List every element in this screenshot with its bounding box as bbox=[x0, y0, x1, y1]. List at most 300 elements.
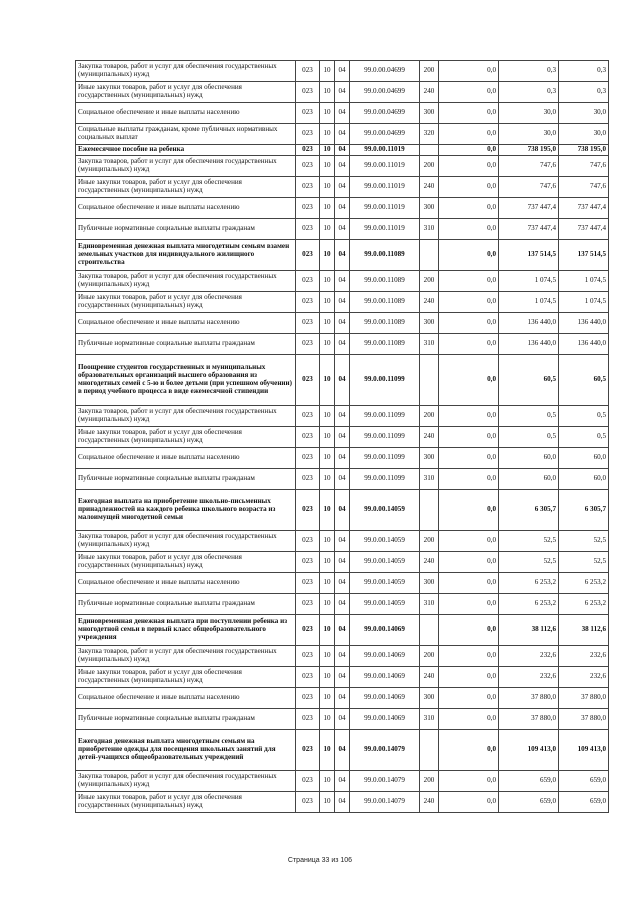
row-sum-2: 1 074,5 bbox=[499, 292, 559, 313]
row-expense-type: 200 bbox=[420, 156, 439, 177]
row-sum-1: 0,0 bbox=[439, 594, 499, 615]
table-row bbox=[76, 198, 609, 219]
row-sum-1: 0,0 bbox=[439, 427, 499, 448]
row-section-code: 10 bbox=[320, 469, 335, 490]
row-grbs-code: 023 bbox=[296, 709, 320, 730]
row-target-article: 99.0.00.14059 bbox=[350, 490, 420, 531]
row-target-article: 99.0.00.04699 bbox=[350, 124, 420, 145]
page-number: Страница 33 из 106 bbox=[287, 857, 353, 864]
row-sum-1: 0,0 bbox=[439, 219, 499, 240]
row-name: Иные закупки товаров, работ и услуг для обеспечения государственных (муниципальных) нужд bbox=[76, 292, 296, 313]
table-row bbox=[76, 271, 609, 292]
row-sum-3: 6 253,2 bbox=[559, 573, 609, 594]
row-sum-3: 737 447,4 bbox=[559, 219, 609, 240]
row-expense-type: 200 bbox=[420, 646, 439, 667]
row-subsection-code: 04 bbox=[335, 82, 350, 103]
table-row bbox=[76, 334, 609, 355]
row-expense-type bbox=[420, 355, 439, 406]
row-sum-2: 0,3 bbox=[499, 61, 559, 82]
row-grbs-code: 023 bbox=[296, 355, 320, 406]
row-sum-1: 0,0 bbox=[439, 198, 499, 219]
row-sum-2: 1 074,5 bbox=[499, 271, 559, 292]
row-expense-type: 300 bbox=[420, 313, 439, 334]
row-subsection-code: 04 bbox=[335, 615, 350, 646]
row-sum-3: 38 112,6 bbox=[559, 615, 609, 646]
row-sum-1: 0,0 bbox=[439, 156, 499, 177]
row-target-article: 99.0.00.14079 bbox=[350, 792, 420, 813]
row-expense-type: 310 bbox=[420, 709, 439, 730]
row-target-article: 99.0.00.14079 bbox=[350, 730, 420, 771]
table-row bbox=[76, 82, 609, 103]
row-sum-3: 659,0 bbox=[559, 771, 609, 792]
row-sum-1: 0,0 bbox=[439, 103, 499, 124]
row-sum-2: 747,6 bbox=[499, 177, 559, 198]
row-expense-type: 300 bbox=[420, 573, 439, 594]
row-name: Иные закупки товаров, работ и услуг для обеспечения государственных (муниципальных) нужд bbox=[76, 427, 296, 448]
row-sum-3: 1 074,5 bbox=[559, 271, 609, 292]
row-subsection-code: 04 bbox=[335, 103, 350, 124]
row-subsection-code: 04 bbox=[335, 646, 350, 667]
row-expense-type: 300 bbox=[420, 103, 439, 124]
row-grbs-code: 023 bbox=[296, 313, 320, 334]
row-subsection-code: 04 bbox=[335, 61, 350, 82]
row-expense-type bbox=[420, 615, 439, 646]
table-row bbox=[76, 103, 609, 124]
row-grbs-code: 023 bbox=[296, 730, 320, 771]
row-name: Социальное обеспечение и иные выплаты населению bbox=[76, 573, 296, 594]
row-sum-1: 0,0 bbox=[439, 469, 499, 490]
row-section-code: 10 bbox=[320, 240, 335, 271]
row-target-article: 99.0.00.14059 bbox=[350, 594, 420, 615]
row-subsection-code: 04 bbox=[335, 156, 350, 177]
row-expense-type: 300 bbox=[420, 448, 439, 469]
row-grbs-code: 023 bbox=[296, 469, 320, 490]
row-name: Единовременная денежная выплата при поступлении ребенка из многодетной семьи в первый класс общеобразовательного учреждения bbox=[76, 615, 296, 646]
row-section-code: 10 bbox=[320, 156, 335, 177]
row-target-article: 99.0.00.14069 bbox=[350, 667, 420, 688]
row-section-code: 10 bbox=[320, 730, 335, 771]
row-name: Ежегодная денежная выплата многодетным семьям на приобретение одежды для посещения школьных занятий для детей-учащихся общеобразовательных учреждений bbox=[76, 730, 296, 771]
row-section-code: 10 bbox=[320, 552, 335, 573]
row-target-article: 99.0.00.11019 bbox=[350, 145, 420, 156]
row-sum-1: 0,0 bbox=[439, 709, 499, 730]
row-sum-3: 0,3 bbox=[559, 61, 609, 82]
table-row bbox=[76, 615, 609, 646]
row-sum-1: 0,0 bbox=[439, 124, 499, 145]
row-sum-2: 30,0 bbox=[499, 124, 559, 145]
row-name: Закупка товаров, работ и услуг для обеспечения государственных (муниципальных) нужд bbox=[76, 406, 296, 427]
table-row bbox=[76, 709, 609, 730]
row-sum-2: 60,0 bbox=[499, 469, 559, 490]
row-name: Иные закупки товаров, работ и услуг для обеспечения государственных (муниципальных) нужд bbox=[76, 667, 296, 688]
row-grbs-code: 023 bbox=[296, 177, 320, 198]
row-target-article: 99.0.00.11089 bbox=[350, 334, 420, 355]
table-row bbox=[76, 177, 609, 198]
table-row bbox=[76, 531, 609, 552]
row-expense-type: 240 bbox=[420, 792, 439, 813]
row-sum-2: 0,3 bbox=[499, 82, 559, 103]
row-expense-type: 200 bbox=[420, 771, 439, 792]
row-sum-3: 37 880,0 bbox=[559, 709, 609, 730]
row-grbs-code: 023 bbox=[296, 594, 320, 615]
row-target-article: 99.0.00.11099 bbox=[350, 406, 420, 427]
row-sum-2: 60,0 bbox=[499, 448, 559, 469]
row-sum-2: 37 880,0 bbox=[499, 709, 559, 730]
row-grbs-code: 023 bbox=[296, 552, 320, 573]
row-sum-2: 109 413,0 bbox=[499, 730, 559, 771]
row-section-code: 10 bbox=[320, 573, 335, 594]
row-target-article: 99.0.00.04699 bbox=[350, 103, 420, 124]
row-sum-1: 0,0 bbox=[439, 730, 499, 771]
row-sum-3: 232,6 bbox=[559, 667, 609, 688]
row-sum-3: 0,5 bbox=[559, 427, 609, 448]
row-sum-2: 136 440,0 bbox=[499, 334, 559, 355]
row-name: Иные закупки товаров, работ и услуг для обеспечения государственных (муниципальных) нужд bbox=[76, 792, 296, 813]
row-subsection-code: 04 bbox=[335, 709, 350, 730]
row-subsection-code: 04 bbox=[335, 573, 350, 594]
row-grbs-code: 023 bbox=[296, 103, 320, 124]
row-grbs-code: 023 bbox=[296, 271, 320, 292]
row-target-article: 99.0.00.14059 bbox=[350, 552, 420, 573]
table-row bbox=[76, 688, 609, 709]
table-row bbox=[76, 355, 609, 406]
row-grbs-code: 023 bbox=[296, 292, 320, 313]
row-sum-1: 0,0 bbox=[439, 615, 499, 646]
row-subsection-code: 04 bbox=[335, 531, 350, 552]
row-target-article: 99.0.00.11019 bbox=[350, 156, 420, 177]
row-name: Иные закупки товаров, работ и услуг для обеспечения государственных (муниципальных) нужд bbox=[76, 552, 296, 573]
row-sum-3: 136 440,0 bbox=[559, 334, 609, 355]
row-expense-type: 300 bbox=[420, 688, 439, 709]
row-section-code: 10 bbox=[320, 198, 335, 219]
row-subsection-code: 04 bbox=[335, 771, 350, 792]
row-name: Закупка товаров, работ и услуг для обеспечения государственных (муниципальных) нужд bbox=[76, 646, 296, 667]
row-sum-1: 0,0 bbox=[439, 177, 499, 198]
table-row bbox=[76, 313, 609, 334]
row-grbs-code: 023 bbox=[296, 61, 320, 82]
row-expense-type: 200 bbox=[420, 61, 439, 82]
table-row bbox=[76, 573, 609, 594]
row-section-code: 10 bbox=[320, 490, 335, 531]
row-name: Ежегодная выплата на приобретение школьно-письменных принадлежностей на каждого ребенка школьного возраста из малоимущей многодетной семьи bbox=[76, 490, 296, 531]
row-section-code: 10 bbox=[320, 334, 335, 355]
row-sum-2: 747,6 bbox=[499, 156, 559, 177]
row-subsection-code: 04 bbox=[335, 792, 350, 813]
table-row bbox=[76, 490, 609, 531]
row-section-code: 10 bbox=[320, 103, 335, 124]
row-expense-type bbox=[420, 145, 439, 156]
row-name: Закупка товаров, работ и услуг для обеспечения государственных (муниципальных) нужд bbox=[76, 531, 296, 552]
row-subsection-code: 04 bbox=[335, 427, 350, 448]
row-sum-3: 737 447,4 bbox=[559, 198, 609, 219]
row-sum-2: 0,5 bbox=[499, 406, 559, 427]
row-name: Публичные нормативные социальные выплаты гражданам bbox=[76, 334, 296, 355]
row-sum-2: 6 253,2 bbox=[499, 594, 559, 615]
row-sum-3: 738 195,0 bbox=[559, 145, 609, 156]
row-subsection-code: 04 bbox=[335, 271, 350, 292]
row-target-article: 99.0.00.11089 bbox=[350, 292, 420, 313]
row-sum-3: 37 880,0 bbox=[559, 688, 609, 709]
row-sum-2: 6 253,2 bbox=[499, 573, 559, 594]
table-row bbox=[76, 292, 609, 313]
row-target-article: 99.0.00.11019 bbox=[350, 219, 420, 240]
row-name: Социальное обеспечение и иные выплаты населению bbox=[76, 448, 296, 469]
row-expense-type: 240 bbox=[420, 292, 439, 313]
table-row bbox=[76, 61, 609, 82]
row-sum-1: 0,0 bbox=[439, 573, 499, 594]
row-name: Закупка товаров, работ и услуг для обеспечения государственных (муниципальных) нужд bbox=[76, 61, 296, 82]
row-sum-3: 52,5 bbox=[559, 531, 609, 552]
row-expense-type: 240 bbox=[420, 667, 439, 688]
row-name: Публичные нормативные социальные выплаты гражданам bbox=[76, 219, 296, 240]
row-name: Социальное обеспечение и иные выплаты населению bbox=[76, 103, 296, 124]
row-sum-1: 0,0 bbox=[439, 552, 499, 573]
row-subsection-code: 04 bbox=[335, 124, 350, 145]
row-sum-3: 232,6 bbox=[559, 646, 609, 667]
row-sum-3: 6 305,7 bbox=[559, 490, 609, 531]
row-expense-type: 310 bbox=[420, 469, 439, 490]
row-grbs-code: 023 bbox=[296, 615, 320, 646]
row-name: Иные закупки товаров, работ и услуг для обеспечения государственных (муниципальных) нужд bbox=[76, 177, 296, 198]
row-name: Единовременная денежная выплата многодетным семьям взамен земельных участков для индивидуального жилищного строительства bbox=[76, 240, 296, 271]
table-row bbox=[76, 667, 609, 688]
table-row bbox=[76, 730, 609, 771]
row-sum-2: 60,5 bbox=[499, 355, 559, 406]
table-row bbox=[76, 469, 609, 490]
row-section-code: 10 bbox=[320, 709, 335, 730]
row-subsection-code: 04 bbox=[335, 145, 350, 156]
row-sum-1: 0,0 bbox=[439, 271, 499, 292]
row-target-article: 99.0.00.14069 bbox=[350, 615, 420, 646]
row-sum-2: 37 880,0 bbox=[499, 688, 559, 709]
row-subsection-code: 04 bbox=[335, 730, 350, 771]
row-target-article: 99.0.00.11099 bbox=[350, 469, 420, 490]
row-target-article: 99.0.00.14059 bbox=[350, 573, 420, 594]
row-grbs-code: 023 bbox=[296, 427, 320, 448]
row-expense-type: 310 bbox=[420, 334, 439, 355]
row-subsection-code: 04 bbox=[335, 355, 350, 406]
row-grbs-code: 023 bbox=[296, 531, 320, 552]
row-sum-3: 747,6 bbox=[559, 156, 609, 177]
row-subsection-code: 04 bbox=[335, 688, 350, 709]
row-subsection-code: 04 bbox=[335, 177, 350, 198]
row-sum-3: 6 253,2 bbox=[559, 594, 609, 615]
table-row bbox=[76, 219, 609, 240]
row-sum-1: 0,0 bbox=[439, 355, 499, 406]
row-sum-3: 60,0 bbox=[559, 448, 609, 469]
row-sum-1: 0,0 bbox=[439, 334, 499, 355]
table-row bbox=[76, 646, 609, 667]
row-section-code: 10 bbox=[320, 531, 335, 552]
row-sum-2: 659,0 bbox=[499, 771, 559, 792]
row-subsection-code: 04 bbox=[335, 198, 350, 219]
row-grbs-code: 023 bbox=[296, 646, 320, 667]
row-sum-2: 137 514,5 bbox=[499, 240, 559, 271]
row-target-article: 99.0.00.14079 bbox=[350, 771, 420, 792]
row-grbs-code: 023 bbox=[296, 145, 320, 156]
row-section-code: 10 bbox=[320, 406, 335, 427]
table-row bbox=[76, 792, 609, 813]
row-expense-type: 310 bbox=[420, 594, 439, 615]
row-section-code: 10 bbox=[320, 292, 335, 313]
row-grbs-code: 023 bbox=[296, 448, 320, 469]
row-name: Иные закупки товаров, работ и услуг для обеспечения государственных (муниципальных) нужд bbox=[76, 82, 296, 103]
row-sum-3: 0,3 bbox=[559, 82, 609, 103]
row-sum-2: 52,5 bbox=[499, 531, 559, 552]
row-sum-2: 30,0 bbox=[499, 103, 559, 124]
row-section-code: 10 bbox=[320, 667, 335, 688]
row-sum-3: 60,0 bbox=[559, 469, 609, 490]
row-sum-1: 0,0 bbox=[439, 490, 499, 531]
row-expense-type: 320 bbox=[420, 124, 439, 145]
row-section-code: 10 bbox=[320, 448, 335, 469]
table-row bbox=[76, 594, 609, 615]
row-subsection-code: 04 bbox=[335, 334, 350, 355]
row-grbs-code: 023 bbox=[296, 198, 320, 219]
row-sum-3: 0,5 bbox=[559, 406, 609, 427]
row-section-code: 10 bbox=[320, 61, 335, 82]
row-sum-2: 737 447,4 bbox=[499, 198, 559, 219]
table-row bbox=[76, 771, 609, 792]
row-section-code: 10 bbox=[320, 355, 335, 406]
row-name: Социальное обеспечение и иные выплаты населению bbox=[76, 313, 296, 334]
row-sum-3: 52,5 bbox=[559, 552, 609, 573]
row-sum-3: 747,6 bbox=[559, 177, 609, 198]
row-subsection-code: 04 bbox=[335, 240, 350, 271]
row-target-article: 99.0.00.14069 bbox=[350, 688, 420, 709]
row-target-article: 99.0.00.14069 bbox=[350, 709, 420, 730]
row-subsection-code: 04 bbox=[335, 490, 350, 531]
row-expense-type: 300 bbox=[420, 198, 439, 219]
row-sum-1: 0,0 bbox=[439, 61, 499, 82]
row-sum-1: 0,0 bbox=[439, 448, 499, 469]
row-section-code: 10 bbox=[320, 594, 335, 615]
table-row bbox=[76, 406, 609, 427]
table-row bbox=[76, 124, 609, 145]
row-name: Закупка товаров, работ и услуг для обеспечения государственных (муниципальных) нужд bbox=[76, 156, 296, 177]
row-name: Ежемесячное пособие на ребенка bbox=[76, 145, 296, 156]
row-sum-1: 0,0 bbox=[439, 240, 499, 271]
row-name: Социальное обеспечение и иные выплаты населению bbox=[76, 688, 296, 709]
row-subsection-code: 04 bbox=[335, 552, 350, 573]
row-section-code: 10 bbox=[320, 615, 335, 646]
row-sum-2: 0,5 bbox=[499, 427, 559, 448]
row-grbs-code: 023 bbox=[296, 490, 320, 531]
row-sum-3: 136 440,0 bbox=[559, 313, 609, 334]
row-section-code: 10 bbox=[320, 646, 335, 667]
table-row bbox=[76, 552, 609, 573]
row-sum-1: 0,0 bbox=[439, 771, 499, 792]
row-expense-type: 200 bbox=[420, 406, 439, 427]
row-grbs-code: 023 bbox=[296, 667, 320, 688]
row-target-article: 99.0.00.14069 bbox=[350, 646, 420, 667]
budget-table bbox=[75, 60, 609, 813]
row-subsection-code: 04 bbox=[335, 313, 350, 334]
table-row bbox=[76, 156, 609, 177]
row-grbs-code: 023 bbox=[296, 124, 320, 145]
row-target-article: 99.0.00.11099 bbox=[350, 355, 420, 406]
row-section-code: 10 bbox=[320, 271, 335, 292]
row-name: Публичные нормативные социальные выплаты гражданам bbox=[76, 594, 296, 615]
row-sum-2: 737 447,4 bbox=[499, 219, 559, 240]
row-name: Публичные нормативные социальные выплаты гражданам bbox=[76, 469, 296, 490]
row-section-code: 10 bbox=[320, 427, 335, 448]
row-target-article: 99.0.00.04699 bbox=[350, 82, 420, 103]
row-subsection-code: 04 bbox=[335, 448, 350, 469]
row-grbs-code: 023 bbox=[296, 82, 320, 103]
row-grbs-code: 023 bbox=[296, 792, 320, 813]
row-sum-1: 0,0 bbox=[439, 792, 499, 813]
row-expense-type: 200 bbox=[420, 531, 439, 552]
row-section-code: 10 bbox=[320, 124, 335, 145]
row-section-code: 10 bbox=[320, 177, 335, 198]
row-sum-2: 232,6 bbox=[499, 667, 559, 688]
row-sum-1: 0,0 bbox=[439, 406, 499, 427]
row-name: Закупка товаров, работ и услуг для обеспечения государственных (муниципальных) нужд bbox=[76, 271, 296, 292]
row-grbs-code: 023 bbox=[296, 219, 320, 240]
row-section-code: 10 bbox=[320, 688, 335, 709]
row-expense-type: 240 bbox=[420, 552, 439, 573]
table-row bbox=[76, 448, 609, 469]
row-target-article: 99.0.00.11099 bbox=[350, 448, 420, 469]
row-target-article: 99.0.00.11019 bbox=[350, 177, 420, 198]
table-row bbox=[76, 240, 609, 271]
row-section-code: 10 bbox=[320, 82, 335, 103]
row-sum-1: 0,0 bbox=[439, 667, 499, 688]
row-sum-3: 30,0 bbox=[559, 103, 609, 124]
row-sum-2: 738 195,0 bbox=[499, 145, 559, 156]
row-expense-type: 240 bbox=[420, 427, 439, 448]
row-target-article: 99.0.00.11099 bbox=[350, 427, 420, 448]
row-subsection-code: 04 bbox=[335, 594, 350, 615]
row-expense-type: 310 bbox=[420, 219, 439, 240]
row-section-code: 10 bbox=[320, 313, 335, 334]
row-sum-3: 60,5 bbox=[559, 355, 609, 406]
row-sum-1: 0,0 bbox=[439, 688, 499, 709]
row-sum-2: 38 112,6 bbox=[499, 615, 559, 646]
row-grbs-code: 023 bbox=[296, 156, 320, 177]
row-target-article: 99.0.00.11089 bbox=[350, 240, 420, 271]
row-sum-1: 0,0 bbox=[439, 531, 499, 552]
row-expense-type bbox=[420, 490, 439, 531]
row-section-code: 10 bbox=[320, 792, 335, 813]
row-sum-2: 232,6 bbox=[499, 646, 559, 667]
row-section-code: 10 bbox=[320, 145, 335, 156]
row-sum-1: 0,0 bbox=[439, 313, 499, 334]
row-target-article: 99.0.00.11019 bbox=[350, 198, 420, 219]
row-name: Социальное обеспечение и иные выплаты населению bbox=[76, 198, 296, 219]
row-expense-type: 240 bbox=[420, 82, 439, 103]
row-name: Социальные выплаты гражданам, кроме публичных нормативных социальных выплат bbox=[76, 124, 296, 145]
row-sum-3: 30,0 bbox=[559, 124, 609, 145]
row-grbs-code: 023 bbox=[296, 240, 320, 271]
row-grbs-code: 023 bbox=[296, 771, 320, 792]
row-expense-type bbox=[420, 240, 439, 271]
row-target-article: 99.0.00.04699 bbox=[350, 61, 420, 82]
row-name: Закупка товаров, работ и услуг для обеспечения государственных (муниципальных) нужд bbox=[76, 771, 296, 792]
row-name: Поощрение студентов государственных и муниципальных образовательных организаций высшего образования из многодетных семей с 5-ю и более детьми (при успешном обучении) в период учебного процесса в виде ежемесячной стипендии bbox=[76, 355, 296, 406]
row-subsection-code: 04 bbox=[335, 292, 350, 313]
row-target-article: 99.0.00.11089 bbox=[350, 271, 420, 292]
row-sum-3: 659,0 bbox=[559, 792, 609, 813]
row-grbs-code: 023 bbox=[296, 406, 320, 427]
row-subsection-code: 04 bbox=[335, 667, 350, 688]
row-sum-1: 0,0 bbox=[439, 292, 499, 313]
row-grbs-code: 023 bbox=[296, 334, 320, 355]
row-sum-3: 109 413,0 bbox=[559, 730, 609, 771]
row-sum-2: 52,5 bbox=[499, 552, 559, 573]
row-sum-1: 0,0 bbox=[439, 145, 499, 156]
